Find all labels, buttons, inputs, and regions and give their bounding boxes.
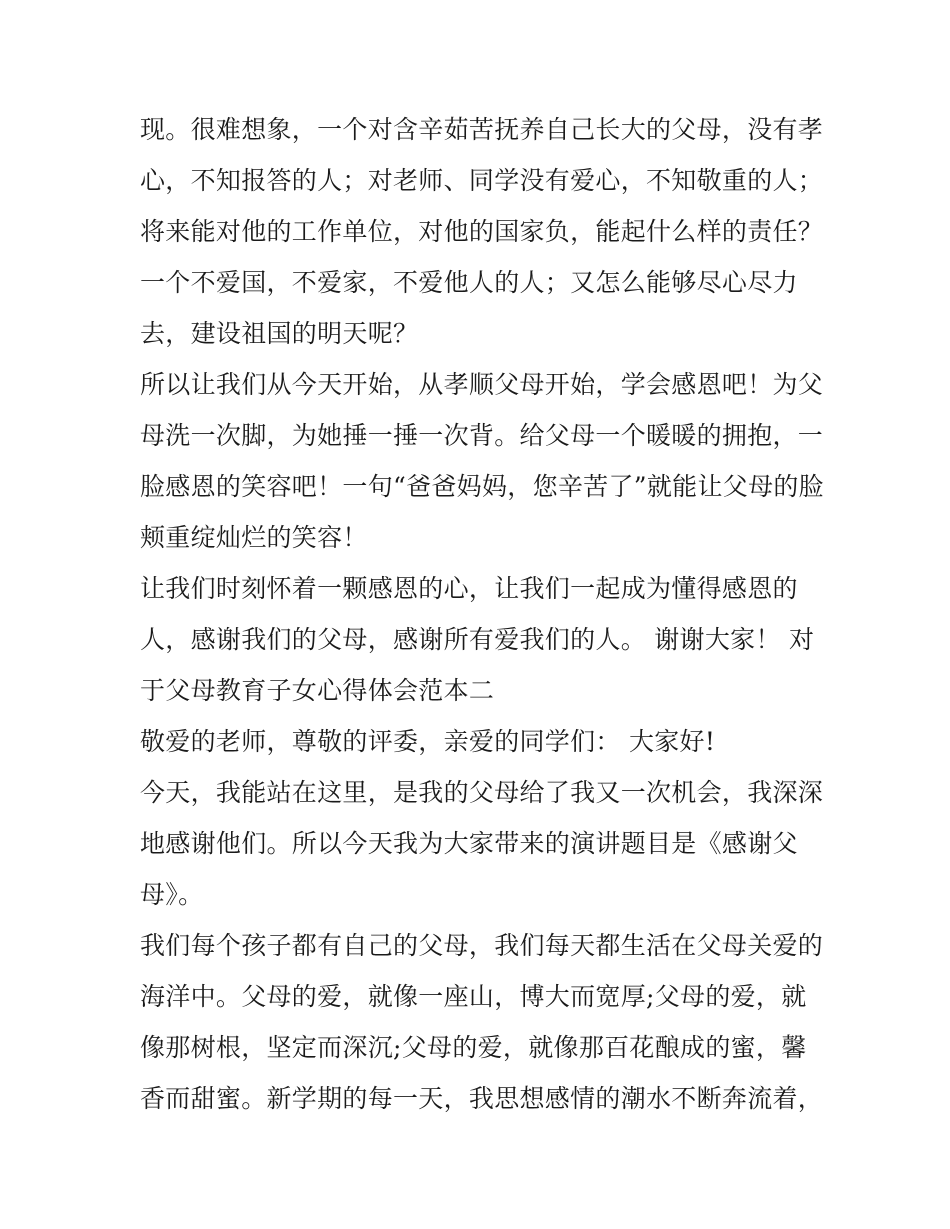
- body-text: [140, 104, 840, 1124]
- text-line: 母》。: [140, 880, 204, 909]
- text-line: 敬爱的老师，尊敬的评委，亲爱的同学们： 大家好!: [140, 727, 716, 756]
- text-line: 去，建设祖国的明天呢？: [140, 319, 419, 348]
- text-line: 颊重绽灿烂的笑容！: [140, 523, 368, 552]
- text-line: 人，感谢我们的父母，感谢所有爱我们的人。 谢谢大家！ 对: [140, 625, 815, 654]
- text-line: 一个不爱国，不爱家，不爱他人的人；又怎么能够尽心尽力: [140, 268, 798, 297]
- text-line: 海洋中。父母的爱，就像一座山，博大而宽厚;父母的爱，就: [140, 982, 807, 1011]
- text-line: 于父母教育子女心得体会范本二: [140, 676, 495, 705]
- text-line: 香而甜蜜。新学期的每一天，我思想感情的潮水不断奔流着，: [140, 1084, 824, 1113]
- text-line: 现。很难想象，一个对含辛茹苦抚养自己长大的父母，没有孝: [140, 115, 824, 144]
- text-line: 心，不知报答的人；对老师、同学没有爱心，不知敬重的人；: [140, 166, 824, 195]
- text-line: 今天，我能站在这里，是我的父母给了我又一次机会，我深深: [140, 778, 824, 807]
- text-line: 将来能对他的工作单位，对他的国家负，能起什么样的责任？: [140, 217, 824, 246]
- text-line: 脸感恩的笑容吧！一句“爸爸妈妈，您辛苦了”就能让父母的脸: [140, 472, 824, 501]
- text-line: 我们每个孩子都有自己的父母，我们每天都生活在父母关爱的: [140, 931, 824, 960]
- text-line: 所以让我们从今天开始，从孝顺父母开始，学会感恩吧！为父: [140, 370, 824, 399]
- text-line: 像那树根，坚定而深沉;父母的爱，就像那百花酿成的蜜，馨: [140, 1033, 807, 1062]
- text-line: 让我们时刻怀着一颗感恩的心，让我们一起成为懂得感恩的: [140, 574, 798, 603]
- text-line: 母洗一次脚，为她捶一捶一次背。给父母一个暖暖的拥抱，一: [140, 421, 824, 450]
- text-line: 地感谢他们。所以今天我为大家带来的演讲题目是《感谢父: [140, 829, 798, 858]
